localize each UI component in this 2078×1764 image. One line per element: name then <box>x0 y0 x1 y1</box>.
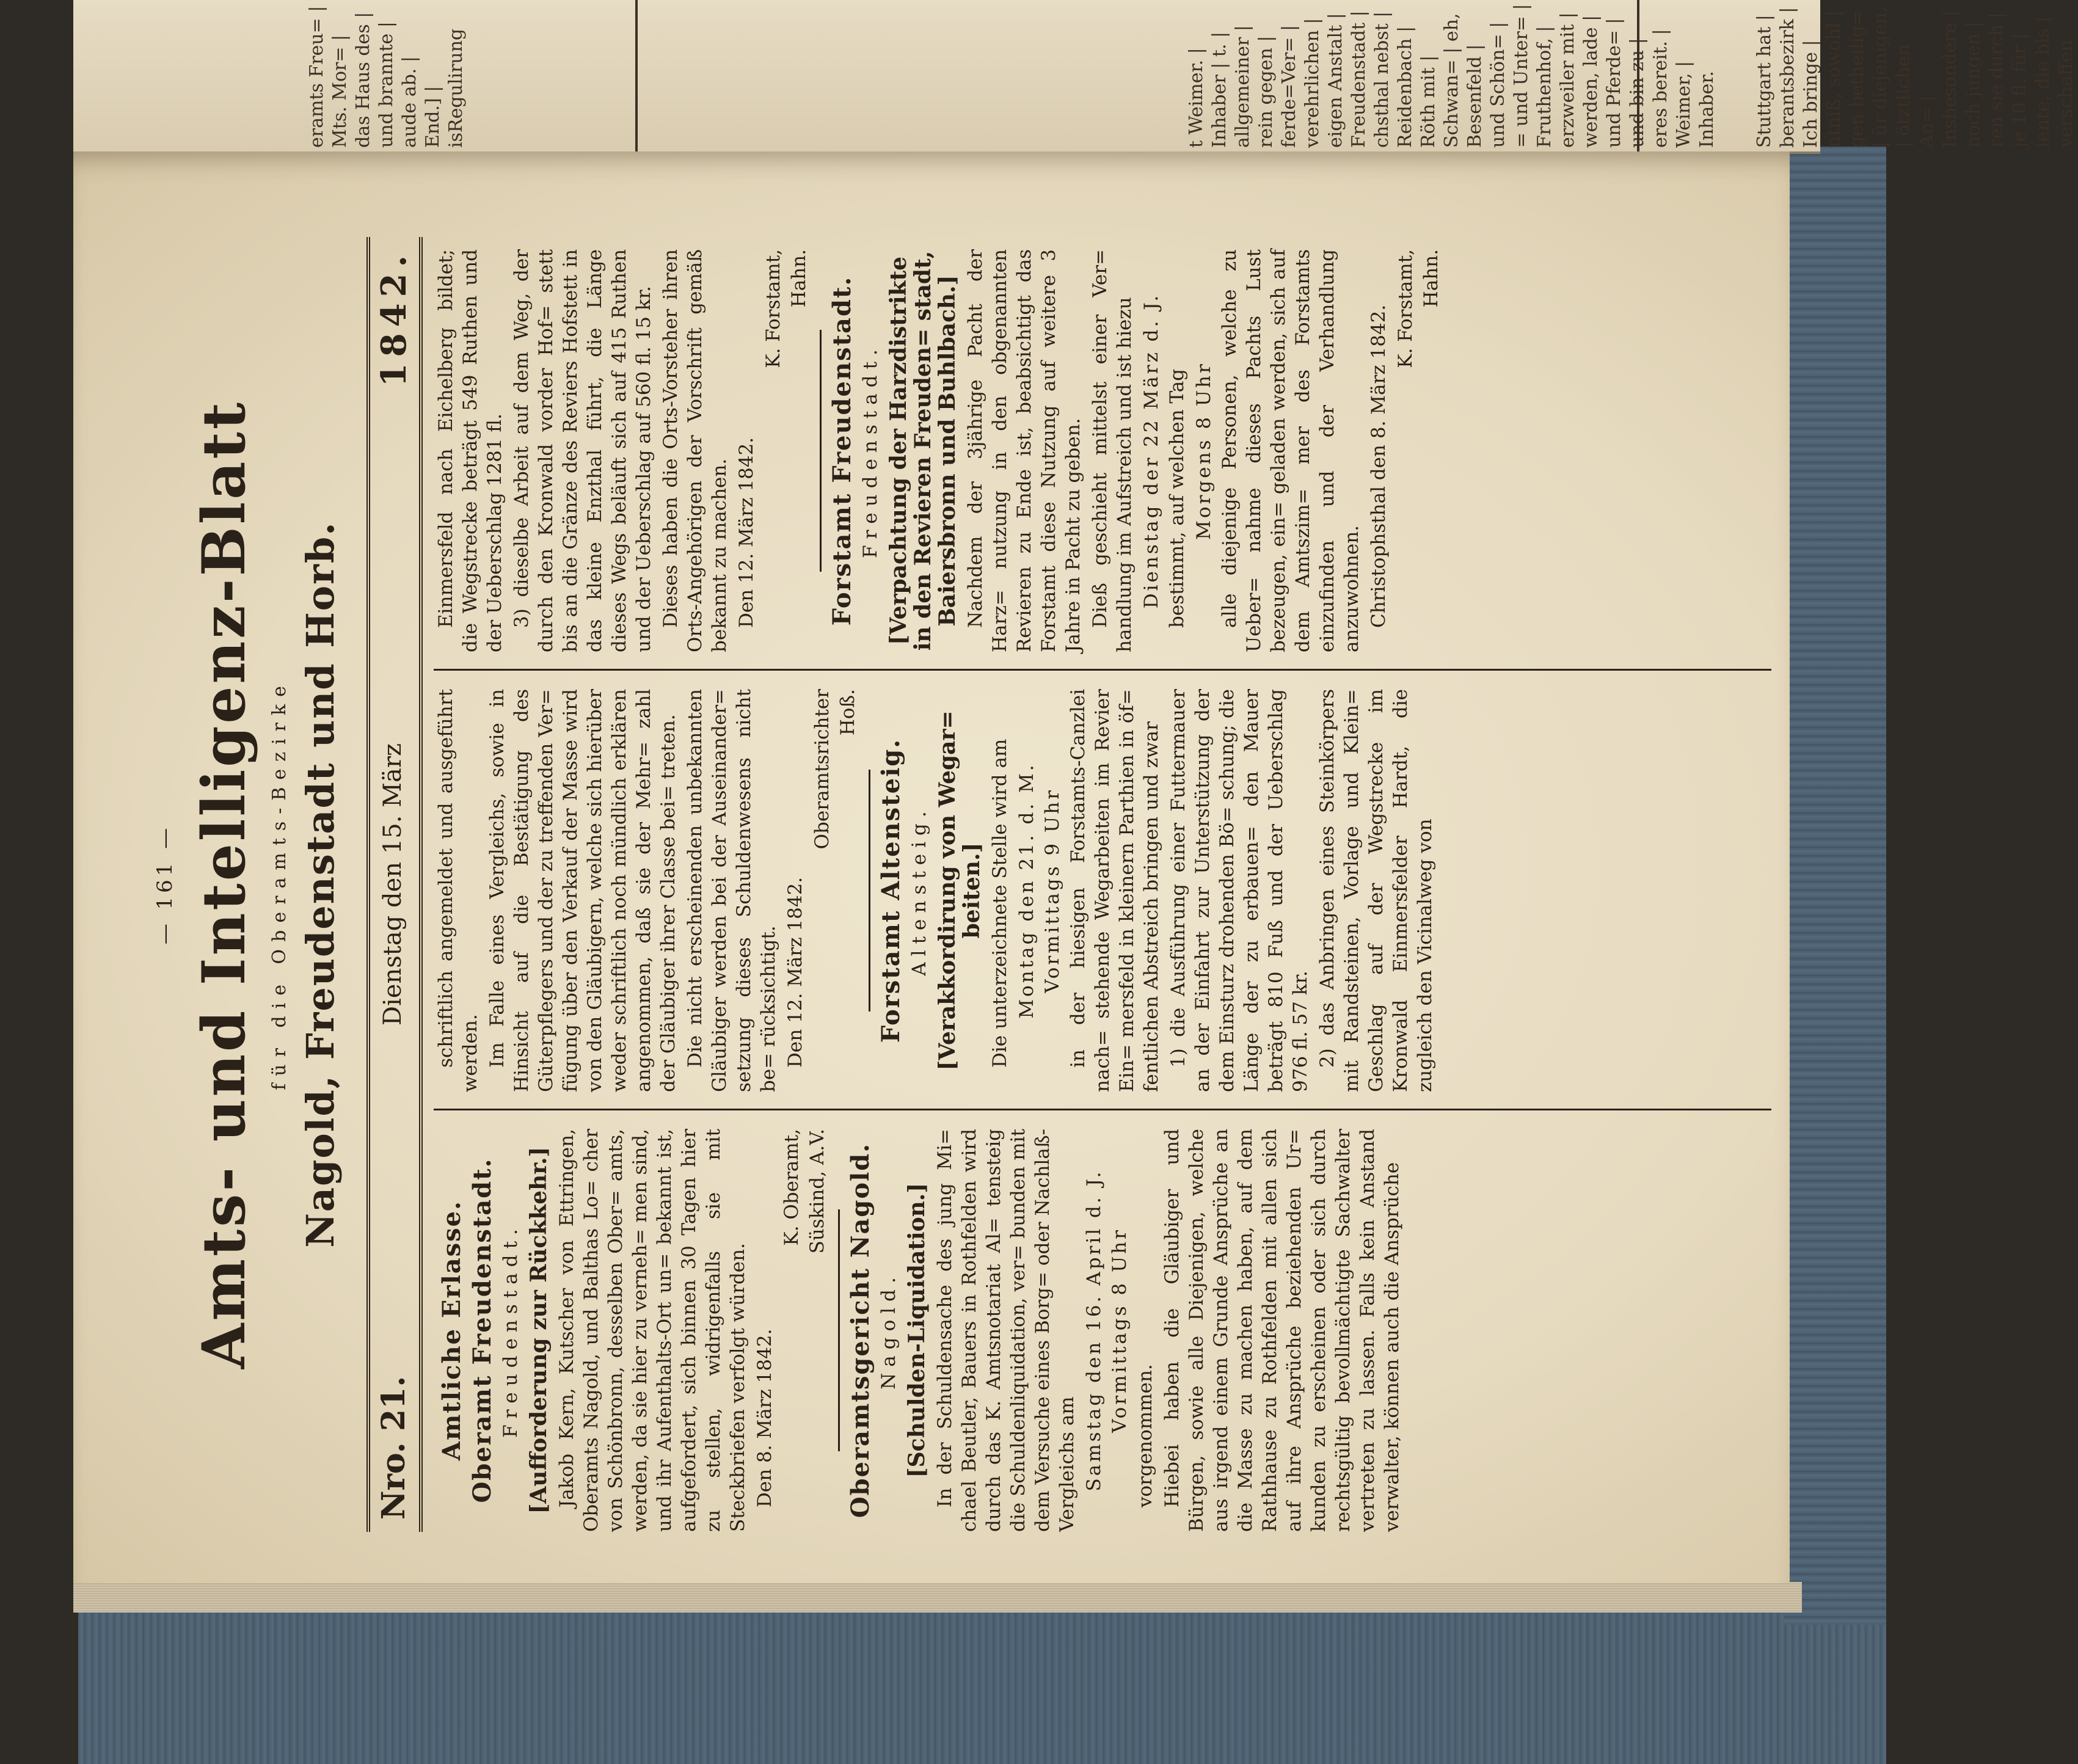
newspaper-page <box>73 151 1790 1583</box>
notice-text: Dieses haben die Orts-Vorsteher ihren Orts-Angehörigen der Vorschrift gemäß bekannt zu machen. <box>660 249 731 652</box>
issue-date: Dienstag den 15. März <box>379 743 407 1026</box>
page-content <box>134 200 1796 1569</box>
column-3 <box>434 249 1771 652</box>
masthead-region: Nagold, Freudenstadt und Horb. <box>298 521 343 1248</box>
masthead-title: Amts- und Intelligenz-Blatt <box>189 399 258 1369</box>
notice-date: Den 12. März 1842. <box>784 877 806 1068</box>
notice-date: Christophsthal den 8. März 1842. <box>1368 304 1390 628</box>
notice-text: Hiebei haben die Gläubiger und Bürgen, sowie alle Diejenigen, welche aus irgend einem Grunde Ansprüche an die Masse zu machen haben, auf dem Rathhause zu Rothfelden mit allen sich auf ihre Ansprüche beziehenden Ur= kunden zu erscheinen oder sich durch rechtsgültig bevollmächtigte Sachwalter vertreten zu lassen. Falls kein Anstand verwalter, können auch die Ansprüche <box>1161 1129 1403 1532</box>
masthead-subtitle: für die Oberamts-Bezirke <box>269 679 290 1090</box>
notice-date: Den 8. März 1842. <box>754 1328 776 1507</box>
place-name: Nagold. <box>878 1271 900 1390</box>
meeting-date: Montag den 21. d. M. <box>1016 762 1038 1019</box>
notice-text: Nachdem der 3jährige Pacht der Harz= nutzung in den obgenannten Revieren zu Ende ist, beabsichtigt das Forstamt diese Nutzung auf weitere 3 Jahre in Pacht zu geben. <box>964 249 1084 652</box>
notice-text: Die nicht erscheinenden unbekannten Gläubiger werden bei der Auseinander= setzung dieses Schuldenwesens nicht be= rücksichtigt. <box>684 689 779 1092</box>
office-heading: Forstamt Freudenstadt. <box>828 275 856 626</box>
signature-name: Hahn. <box>788 249 810 308</box>
page-number: — 161 — <box>153 824 177 945</box>
signature-name: Süskind, A.V. <box>806 1129 828 1254</box>
column-1 <box>434 1129 1771 1532</box>
list-item: 3) dieselbe Arbeit auf dem Weg, der durch den Kronwald vorder Hof= stett bis an die Gränze des Reviers Hofstett in das kleine Enzthal führt, die Länge dieses Wegs beläuft sich auf 415 Ruthen und der Ueberschlag auf 560 fl. 15 kr. <box>511 249 655 652</box>
meeting-date: Samstag den 16. April d. J. <box>1083 1169 1105 1492</box>
notice-title: [Verakkordirung von Wegar= beiten.] <box>935 710 985 1071</box>
meeting-date: Dienstag der 22 März d. J. <box>1140 293 1162 609</box>
column-rule <box>434 1109 1771 1110</box>
divider <box>820 330 822 572</box>
signature-name: Hahn. <box>1420 249 1442 308</box>
notice-text: In der Schuldensache des jung Mi= chael Beutler, Bauers in Rothfelden wird durch das K. Amtsnotariat Al= tensteig die Schuldenliquidation, ver= bunden mit dem Versuche eines Borg= oder Nachlaß-Vergleichs am <box>934 1129 1078 1532</box>
office-heading: Forstamt Altensteig. <box>877 738 905 1043</box>
notice-text: vorgenommen. <box>1134 1364 1156 1507</box>
place-name: Freudenstadt. <box>859 343 881 558</box>
notice-title: [Aufforderung zur Rückkehr.] <box>526 1146 552 1514</box>
prev-column-1: Stuttgart hat | berantsbezirk | Ich bringe | ntniß, sowohl | gen betheilig= | ür diejenigen, | ötztlichen An= | Insbesondere | noch jungen | ren sie durch | je 10 fl. für | iente, die bis | verschaffen <box>1754 6 2077 148</box>
notice-text: Im Falle eines Vergleichs, sowie in Hinsicht auf die Bestätigung des Güterpflegers und der zu treffenden Ver= fügung über den Verkauf der Masse wird von den Gläubigern, welche sich hierüber weder schriftlich noch mündlich erklären angenommen, daß sie der Mehr= zahl der Gläubiger ihrer Classe bei= treten. <box>486 689 679 1092</box>
book-spine <box>1784 147 1886 1625</box>
previous-page-strip <box>73 0 2077 154</box>
signature-office: K. Oberamt, <box>781 1129 803 1246</box>
issue-number: Nro. 21. <box>375 1376 412 1520</box>
notice-text: Einmersfeld nach Eichelberg bildet; die Wegstrecke beträgt 549 Ruthen und der Ueberschlag 1281 fl. <box>435 249 506 652</box>
column-rule <box>434 669 1771 671</box>
page-edge <box>73 1582 1802 1613</box>
list-item: 1) die Ausführung einer Futtermauer an der Einfahrt zur Unterstützung der dem Einsturz drohenden Bö= schung; die Länge der zu erbauen= den Mauer beträgt 810 Fuß und der Ueberschlag 976 fl. 57 kr. <box>1167 689 1311 1092</box>
notice-text: bestimmt, auf welchen Tag <box>1166 368 1188 628</box>
signature-office: Oberamtsrichter <box>811 689 833 850</box>
column-2 <box>434 689 1771 1092</box>
office-heading: Oberamt Freudenstadt. <box>468 1157 497 1503</box>
prev-column-rule <box>635 0 638 151</box>
book-cover <box>78 1606 1886 1764</box>
section-heading: Amtliche Erlasse. <box>437 1200 466 1461</box>
list-item: 2) das Anbringen eines Steinkörpers mit Randsteinen, Vorlage und Klein= Geschlag auf der Wegstrecke im Kronwald Einmersfelder Hardt, die zugleich den Vicinalweg von <box>1316 689 1436 1092</box>
columns <box>434 237 1771 1532</box>
notice-text: schriftlich angemeldet und ausgeführt werden. <box>435 689 481 1092</box>
notice-title: [Schulden-Liquidation.] <box>904 1183 930 1478</box>
issue-year: 1842. <box>374 249 414 387</box>
signature-name: Hoß. <box>837 689 859 736</box>
meeting-time: Vormittags 9 Uhr <box>1041 788 1063 993</box>
notice-text: Dieß geschieht mittelst einer Ver= handlung im Aufstreich und ist hiezu <box>1089 249 1136 652</box>
issue-bar <box>366 237 423 1532</box>
prev-column-2: t Weimer. | Inhaber | t. | allgemeiner | rein gegen | ferde=Ver= | verehrlichen | eigen Anstalt | Freudenstadt | chsthal nebst | Reidenbach | Röth mit | Schwan= | eh, Besenfeld | und Schön= | = und Unter= | Fruthenhof, | erzweiler mit | werden, lade | und Pferde= | und bin zu | eres bereit. | Weimer, | Inhaber. <box>1186 4 1718 148</box>
notice-title: [Verpachtung der Harzdistrikte in den Revieren Freuden= stadt, Baiersbronn und Buhlbach.] <box>886 250 960 651</box>
meeting-time: Vormittags 8 Uhr <box>1109 1228 1131 1433</box>
signature-office: K. Forstamt, <box>762 249 784 368</box>
divider <box>838 1209 840 1451</box>
notice-text: in der hiesigen Forstamts-Canzlei nach= stehende Wegarbeiten im Revier Ein= mersfeld in kleinern Parthien in öf= fentlichen Abstreich bringen und zwar <box>1067 689 1162 1092</box>
notice-text: Jakob Kern, Kutscher von Ettringen, Oberamts Nagold, und Balthas Lo= cher von Schönbronn, desselben Ober= amts, werden, da sie hier zu verneh= men sind, und ihr Aufenthalts-Ort un= bekannt ist, aufgefordert, sich binnen 30 Tagen hier zu stellen, widrigenfalls sie mit Steckbriefen verfolgt würden. <box>556 1129 749 1532</box>
prev-column-3: eramts Freu= | Mts. Mor= | das Haus des | und brannte | aude ab. | End.] | isRegulirung <box>306 5 467 148</box>
signature-office: K. Forstamt, <box>1394 249 1416 368</box>
notice-text: alle diejenige Personen, welche zu Ueber= nahme dieses Pachts Lust bezeugen, ein= geladen werden, sich auf dem Amtszim= mer des Forstamts einzufinden und der Verhandlung anzuwohnen. <box>1219 249 1363 652</box>
notice-date: Den 12. März 1842. <box>735 437 757 628</box>
office-heading: Oberamtsgericht Nagold. <box>846 1142 875 1518</box>
place-name: Freudenstadt. <box>500 1223 522 1438</box>
notice-text: Die unterzeichnete Stelle wird am <box>989 738 1011 1068</box>
meeting-time: Morgens 8 Uhr <box>1193 362 1215 540</box>
place-name: Altensteig. <box>908 805 930 976</box>
divider <box>869 770 870 1011</box>
